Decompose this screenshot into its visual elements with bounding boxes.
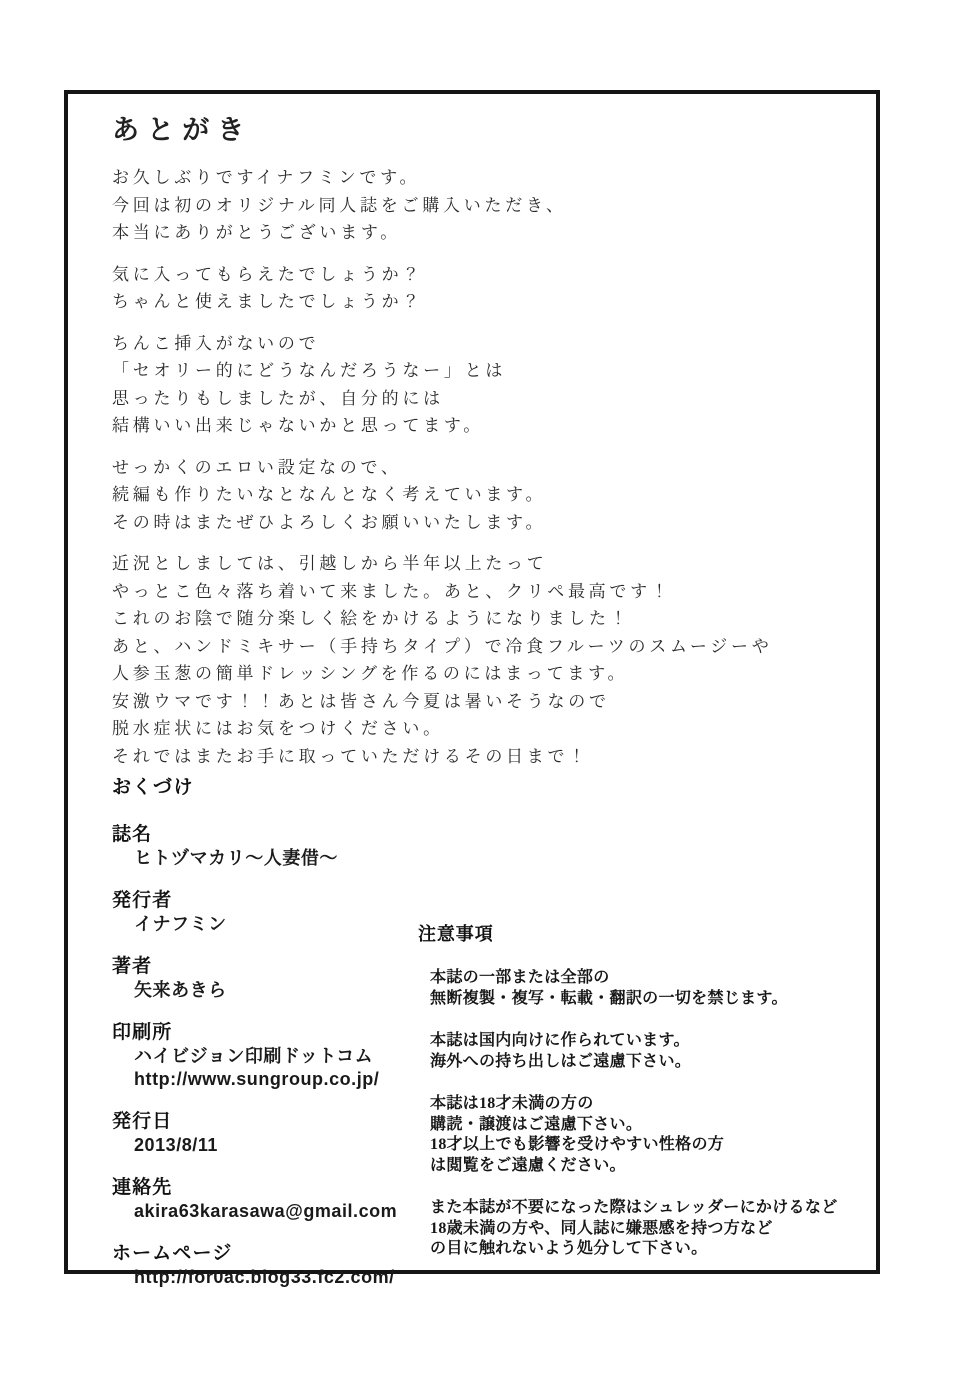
afterword-text-line: 続編も作りたいなとなんとなく考えています。 [112, 485, 547, 505]
colophon-value: 矢来あきら [134, 980, 227, 1000]
afterword-text-line: 気に入ってもらえたでしょうか？ [112, 264, 424, 285]
colophon-entry [112, 889, 442, 936]
notice-paragraph [430, 1094, 880, 1176]
page-title: あとがき [112, 115, 253, 146]
afterword-text-line: 「セオリー的にどうなんだろうなー」とは [112, 361, 507, 381]
colophon-entries [112, 823, 442, 1289]
afterword-text-line: やっとこ色々落ち着いて来ました。あと、クリペ最高です！ [112, 581, 672, 602]
afterword-text-line: 安激ウマです！！あとは皆さん今夏は暑いそうなので [112, 691, 610, 712]
afterword-text-line: これのお陰で随分楽しく絵をかけるようになりました！ [112, 609, 631, 629]
colophon-entry [112, 1110, 442, 1157]
afterword-text-line: 人参玉葱の簡単ドレッシングを作るのにはまってます。 [112, 664, 629, 684]
colophon-entry [112, 955, 442, 1002]
notice-text-line: 海外への持ち出しはご遠慮下さい。 [430, 1052, 692, 1070]
afterword-text-line: 脱水症状にはお気をつけください。 [112, 719, 444, 739]
afterword-text-line: せっかくのエロい設定なので、 [112, 457, 402, 478]
afterword-paragraphs [112, 165, 852, 771]
colophon-value: 2013/8/11 [134, 1135, 218, 1155]
afterword-paragraph [112, 262, 852, 317]
afterword-text-line: 本当にありがとうございます。 [112, 223, 401, 243]
notice-text-line: は閲覧をご遠慮ください。 [430, 1156, 626, 1174]
colophon-value: akira63karasawa@gmail.com [134, 1201, 398, 1221]
afterword-text-line: 結構いい出来じゃないかと思ってます。 [112, 416, 484, 436]
colophon-entry [112, 823, 442, 870]
afterword-text-line: ちんこ挿入がないので [112, 333, 320, 354]
afterword-paragraph [112, 331, 852, 441]
colophon-label: 発行日 [112, 1111, 173, 1132]
colophon-value: http://for0ac.blog33.fc2.com/ [134, 1267, 395, 1287]
notice-paragraph [430, 1031, 880, 1072]
afterword-text-line: 思ったりもしましたが、自分的には [112, 388, 444, 409]
notice-text-line: の目に触れないよう処分して下さい。 [430, 1240, 708, 1257]
afterword-paragraph [112, 551, 852, 771]
afterword-paragraph [112, 165, 852, 248]
notice-text-line: 本誌は18才未満の方の [430, 1095, 594, 1112]
afterword-text-line: その時はまたぜひよろしくお願いいたします。 [112, 512, 547, 533]
notice-text-line: 18歳未満の方や、同人誌に嫌悪感を持つ方など [430, 1219, 773, 1237]
colophon-entry [112, 1176, 442, 1223]
afterword-text-line: 近況としましては、引越しから半年以上たって [112, 554, 548, 574]
colophon-heading: おくづけ [112, 777, 195, 798]
afterword-text-line: 今回は初のオリジナル同人誌をご購入いただき、 [112, 195, 567, 216]
colophon-value: ハイビジョン印刷ドットコム [134, 1046, 374, 1066]
notice-text-line: 本誌の一部または全部の [430, 969, 610, 986]
notices-section [418, 920, 880, 1282]
notice-text-line: 18才以上でも影響を受けやすい性格の方 [430, 1136, 725, 1153]
colophon-label: 誌名 [112, 824, 153, 845]
colophon-label: 著者 [112, 956, 153, 977]
afterword-text-line: ちゃんと使えましたでしょうか？ [112, 292, 424, 312]
colophon-section [112, 772, 442, 1308]
afterword-paragraph [112, 455, 852, 538]
notice-paragraph [430, 1198, 880, 1260]
colophon-label: 連絡先 [112, 1177, 173, 1198]
afterword-text-line: あと、ハンドミキサー（手持ちタイプ）で冷食フルーツのスムージーや [112, 636, 773, 657]
page-border-frame [64, 90, 880, 1287]
colophon-label: ホームページ [112, 1243, 233, 1264]
colophon-value: イナフミン [134, 914, 227, 934]
colophon-value: ヒトヅマカリ～人妻借～ [134, 848, 338, 868]
colophon-label: 発行者 [112, 890, 173, 911]
notices-heading: 注意事項 [418, 924, 494, 944]
notice-paragraph [430, 968, 880, 1009]
colophon-entry [112, 1242, 442, 1289]
notice-text-line: また本誌が不要になった際はシュレッダーにかけるなど [430, 1199, 838, 1216]
notice-text-line: 本誌は国内向けに作られています。 [430, 1032, 690, 1049]
colophon-label: 印刷所 [112, 1022, 173, 1043]
colophon-entry [112, 1021, 442, 1091]
notice-paragraphs [418, 968, 880, 1260]
colophon-value: http://www.sungroup.co.jp/ [134, 1069, 380, 1089]
afterword-section [112, 108, 852, 785]
notice-text-line: 購読・譲渡はご遠慮下さい。 [430, 1115, 643, 1133]
afterword-text-line: それではまたお手に取っていただけるその日まで！ [112, 746, 590, 767]
afterword-text-line: お久しぶりですイナフミンです。 [112, 168, 421, 188]
notice-text-line: 無断複製・複写・転載・翻訳の一切を禁じます。 [430, 989, 788, 1007]
